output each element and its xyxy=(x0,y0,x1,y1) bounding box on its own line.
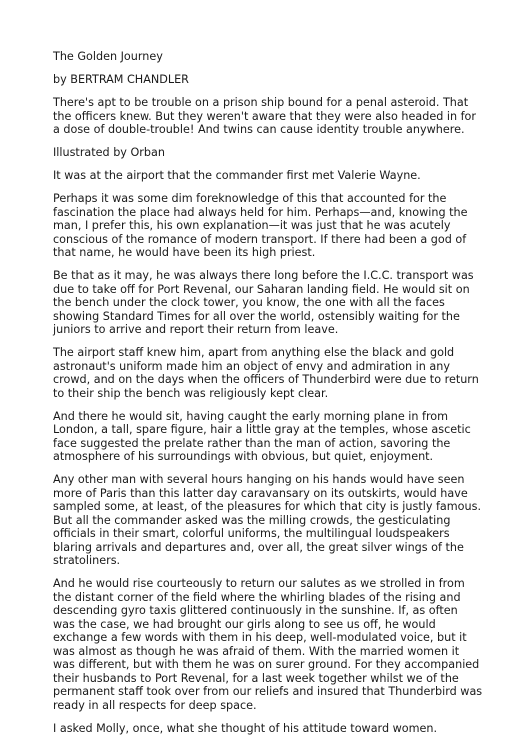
paragraph: And he would rise courteously to return our salutes as we strolled in from the distant corner of the field where the whirling blades of the rising and descending gyro taxis glittered continuously in the sunshine. If, as often was the case, we had brought our girls along to see us off, he would exchange a few words with them in his deep, well-modulated voice, but it was almost as though he was afraid of them. With the married women it was different, but with them he was on surer ground. For they accompanied their husbands to Port Revenal, for a last week together whilst we of the permanent staff took over from our reliefs and insured that Thunderbird was ready in all respects for deep space. xyxy=(53,577,483,712)
document-page xyxy=(53,50,483,745)
paragraph: Any other man with several hours hanging on his hands would have seen more of Paris than this latter day caravansary on its outskirts, would have sampled some, at least, of the pleasures for which that city is justly famous. But all the commander asked was the milling crowds, the gesticulating officials in their smart, colorful uniforms, the multilingual loudspeakers blaring arrivals and departures and, over all, the great silver wings of the stratoliners. xyxy=(53,473,482,567)
paragraph: It was at the airport that the commander first met Valerie Wayne. xyxy=(53,169,421,182)
story-blurb: There's apt to be trouble on a prison ship bound for a penal asteroid. That the officers knew. But they weren't aware that they were also headed in for a dose of double-trouble! And twins can cause identity trouble anywhere. xyxy=(53,96,476,136)
story-byline: by BERTRAM CHANDLER xyxy=(53,73,189,86)
paragraph: I asked Molly, once, what she thought of his attitude toward women. xyxy=(53,721,438,735)
paragraph: Perhaps it was some dim foreknowledge of this that accounted for the fascination the place had always held for him. Perhaps—and, knowing the man, I prefer this, his own explanation—it was just that he was acutely conscious of the romance of modern transport. If there had been a god of that name, he would have been its high priest. xyxy=(53,192,468,259)
paragraph: The airport staff knew him, apart from anything else the black and gold astronaut's uniform made him an object of envy and admiration in any crowd, and on the days when the officers of Thunderbird were due to return to their ship the bench was religiously kept clear. xyxy=(53,346,479,400)
paragraph: And there he would sit, having caught the early morning plane in from London, a tall, spare figure, hair a little gray at the temples, whose ascetic face suggested the prelate rather than the man of action, savoring the atmosphere of his surroundings with obvious, but quiet, enjoyment. xyxy=(53,409,471,463)
paragraph: Be that as it may, he was always there long before the I.C.C. transport was due to take off for Port Revenal, our Saharan landing field. He would sit on the bench under the clock tower, you know, the one with all the faces showing Standard Times for all over the world, ostensibly waiting for the juniors to arrive and report their return from leave. xyxy=(53,269,474,336)
illustrator-credit: Illustrated by Orban xyxy=(53,146,165,159)
story-title: The Golden Journey xyxy=(53,50,163,63)
